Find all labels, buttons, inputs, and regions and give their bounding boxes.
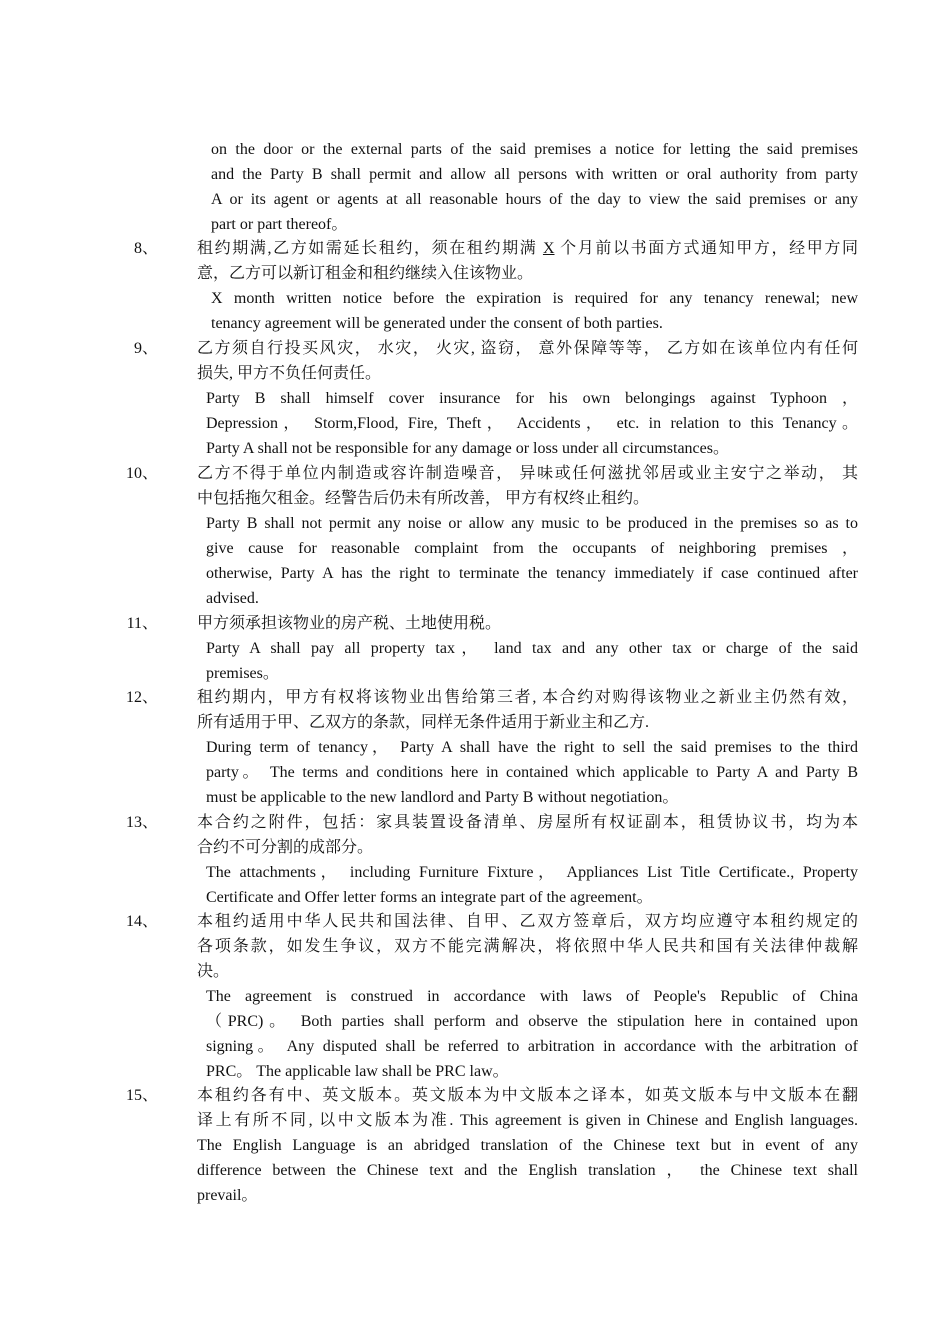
clause-en-line: premises。 — [206, 665, 279, 682]
clause-en-line: Party B shall himself cover insurance for his own belongings against Typhoon ， — [206, 390, 858, 407]
clause-zh-line: 意，乙方可以新订租金和租约继续入住该物业。 — [197, 265, 534, 282]
clause-number: 14、 — [125, 913, 158, 930]
intro-line: part or part thereof。 — [211, 216, 348, 233]
clause-en-line: tenancy agreement will be generated under the consent of both parties. — [211, 315, 663, 332]
clause-en-line: give cause for reasonable complaint from the occupants of neighboring premises ， — [206, 540, 858, 557]
clause-en-line: X month written notice before the expiration is required for any tenancy renewal; new — [211, 290, 858, 307]
clause-zh-line: 本合约之附件，包括：家具装置设备清单、房屋所有权证副本，租赁协议书，均为本 — [197, 814, 858, 831]
clause-en-line: advised. — [206, 590, 259, 607]
clause-en-line: Party B shall not permit any noise or allow any music to be produced in the premises so as to — [206, 515, 858, 532]
clause-en-line: （PRC)。 Both parties shall perform and observe the stipulation here in contained upon — [206, 1013, 858, 1030]
clause-zh-line: 译上有所不同, 以中文版本为准. This agreement is given in Chinese and English languages. — [197, 1112, 858, 1129]
clause-en-line: must be applicable to the new landlord and Party B without negotiation。 — [206, 789, 679, 806]
clause-zh-line: 租约期内，甲方有权将该物业出售给第三者, 本合约对购得该物业之新业主仍然有效， — [197, 689, 858, 706]
clause-zh-line: 所有适用于甲、乙双方的条款，同样无条件适用于新业主和乙方. — [197, 714, 650, 731]
clause-en-line: The attachments， including Furniture Fixture， Appliances List Title Certificate., Property — [206, 864, 858, 881]
clause-en-line: Party A shall not be responsible for any damage or loss under all circumstances。 — [206, 440, 729, 457]
clause-en-line: Certificate and Offer letter forms an integrate part of the agreement。 — [206, 889, 653, 906]
clause-zh-line: 决。 — [197, 963, 230, 980]
clause-zh-line: difference between the Chinese text and the English translation ， the Chinese text shall — [197, 1162, 858, 1179]
clause-zh-line: 本租约适用中华人民共和国法律、自甲、乙双方签章后，双方均应遵守本租约规定的 — [197, 913, 858, 930]
clause-zh-line: 中包括拖欠租金。经警告后仍未有所改善， 甲方有权终止租约。 — [197, 490, 650, 507]
clause-en-line: The agreement is construed in accordance with laws of People's Republic of China — [206, 988, 858, 1005]
clause-zh-line: 合约不可分割的成部分。 — [197, 839, 374, 856]
clause-zh-line: 乙方须自行投买风灾， 水灾， 火灾, 盗窃， 意外保障等等， 乙方如在该单位内有任何 — [197, 340, 858, 357]
clause-number: 12、 — [125, 689, 158, 706]
clause-en-line: During term of tenancy， Party A shall have the right to sell the said premises to the third — [206, 739, 858, 756]
clause-number: 11、 — [126, 615, 158, 632]
clause-zh-line: 租约期满,乙方如需延长租约，须在租约期满 X 个月前以书面方式通知甲方，经甲方同 — [197, 240, 858, 257]
clause-number: 9、 — [133, 340, 158, 357]
clause-number: 10、 — [125, 465, 158, 482]
clause-en-line: Depression， Storm,Flood, Fire, Theft， Accidents， etc. in relation to this Tenancy。 — [206, 415, 858, 432]
clause-en-line: PRC。 The applicable law shall be PRC law。 — [206, 1063, 509, 1080]
clause-en-line: otherwise, Party A has the right to terminate the tenancy immediately if case continued after — [206, 565, 858, 582]
intro-line: A or its agent or agents at all reasonable hours of the day to view the said premises or any — [211, 191, 858, 208]
intro-line: and the Party B shall permit and allow all persons with written or oral authority from party — [211, 166, 858, 183]
clause-en-line: Party A shall pay all property tax， land tax and any other tax or charge of the said — [206, 640, 858, 657]
clause-zh-line: 本租约各有中、英文版本。英文版本为中文版本之译本，如英文版本与中文版本在翻 — [197, 1087, 858, 1104]
clause-number: 8、 — [133, 240, 158, 257]
clause-number: 13、 — [125, 814, 158, 831]
clause-zh-line: prevail。 — [197, 1187, 258, 1204]
clause-zh-line: 各项条款，如发生争议，双方不能完满解决，将依照中华人民共和国有关法律仲裁解 — [197, 938, 858, 955]
clause-zh-line: 乙方不得于单位内制造或容许制造噪音， 异味或任何滋扰邻居或业主安宁之举动， 其 — [197, 465, 858, 482]
clause-zh-line: The English Language is an abridged translation of the Chinese text but in event of any — [197, 1137, 858, 1154]
clause-zh-line: 甲方须承担该物业的房产税、土地使用税。 — [197, 615, 502, 632]
clause-en-line: party。 The terms and conditions here in contained which applicable to Party A and Party B — [206, 764, 858, 781]
clause-number: 15、 — [125, 1087, 158, 1104]
clause-zh-line: 损失, 甲方不负任何责任。 — [197, 365, 382, 382]
clause-en-line: signing。 Any disputed shall be referred to arbitration in accordance with the arbitration of — [206, 1038, 858, 1055]
intro-line: on the door or the external parts of the said premises a notice for letting the said premises — [211, 141, 858, 158]
